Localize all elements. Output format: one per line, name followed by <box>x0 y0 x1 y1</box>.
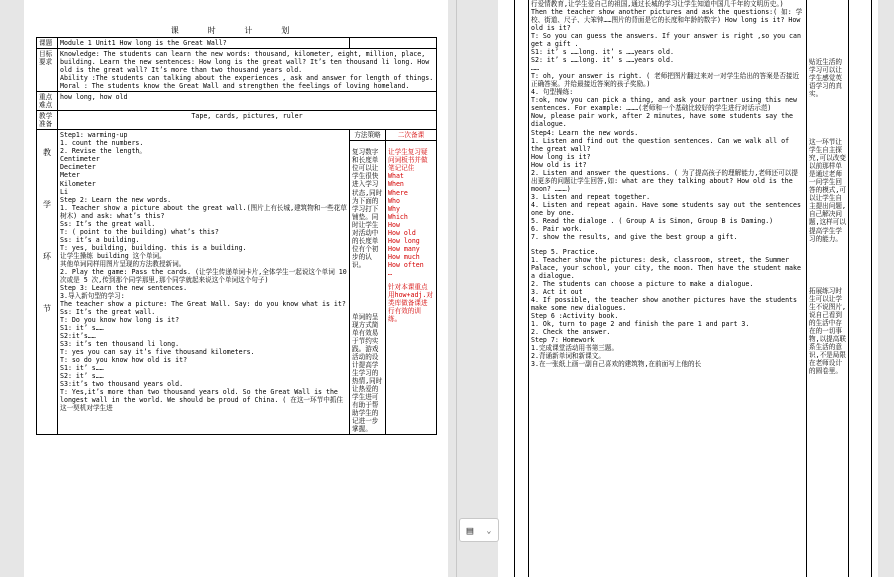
process-char-2: 学 <box>43 200 51 210</box>
continued-line: 1. Teacher show the pictures: desk, classroom, street, the Summer Palace, your school, your city, the moon. Then have the student make a dialogue. <box>531 255 801 281</box>
prep-value: Tape, cards, pictures, ruler <box>58 111 437 130</box>
step-line: Ss: It’s the great wall. <box>60 219 156 228</box>
step-line: Step 2: Learn the new words. <box>60 195 172 204</box>
step-line: T: so do you know how old is it? <box>60 356 188 365</box>
second-header: 二次备课 <box>386 130 437 141</box>
step-line: T: Yes,it’s more than two thousand years old. So the Great Wall is the longest wall in the world. We should be proud of China. ( 在这一环节中抓住这一契机对学生进 <box>60 388 343 413</box>
document-page-right <box>498 0 878 577</box>
step-line: T: Do you know how long is it? <box>60 316 180 325</box>
side-text-3: 拓展练习时生可以让学生不说图片,说自己看到的生活中存在的一切事物,以提高联系生活的意识,不是局限在老师设计的圆卷里。 <box>809 286 846 375</box>
steps-list <box>60 131 347 412</box>
step-line: 2. Revise the length。 <box>60 147 146 156</box>
step-line: Li <box>60 187 68 196</box>
lesson-plan-table-continued <box>514 0 872 577</box>
step-line: 让学生操练 building 这个单词。 <box>60 251 166 260</box>
prep-row <box>37 111 437 130</box>
second-list <box>388 148 434 323</box>
step-line: The teacher show a picture: The Great Wall. Say: do you know what is it? <box>60 299 346 308</box>
second-prep-line: Why <box>388 204 400 213</box>
continued-row <box>515 0 872 577</box>
aims-row <box>37 49 437 92</box>
continued-line: 6. Pair work. <box>531 224 583 233</box>
continued-line: T: oh, your answer is right. ( 老师把图片翻过来对一对学生给出的答案是否接近正确答案。并给最接近答案的孩子奖励。) <box>531 72 800 89</box>
continued-second-blank <box>849 0 872 577</box>
continued-line: Step4: Learn the new words. <box>531 128 639 137</box>
continued-line: Step 7: Homework <box>531 336 595 345</box>
step-line: S3: it’s ten thousand li long. <box>60 340 180 349</box>
step-line: Step 3: Learn the new sentences. <box>60 283 188 292</box>
process-char-1: 教 <box>43 148 51 158</box>
second-prep-line: 针对本课重点用how+adj.对类库做备课进行有效的训练。 <box>388 282 433 323</box>
second-prep-line: How much <box>388 252 420 261</box>
step-line: Step1: warming-up <box>60 131 128 140</box>
process-char-4: 节 <box>43 304 51 314</box>
continued-line: 4. If possible, the teacher show another pictures have the students make some new dialogues. <box>531 296 797 313</box>
continued-line: T: So you can guess the answers. If your answer is right ,so you can get a gift . <box>531 32 801 49</box>
continued-line: S1: it’ s ……long. it’ s ……years old. <box>531 48 674 57</box>
view-toggle-widget[interactable] <box>459 518 499 542</box>
second-prep-line: Who <box>388 196 400 205</box>
prep-label: 教学准备 <box>37 111 58 130</box>
second-prep-line: How many <box>388 244 420 253</box>
continued-line <box>531 241 804 248</box>
step-line: S2: it’ s…… <box>60 372 104 381</box>
continued-line: 1. Ok, turn to page 2 and finish the pare 1 and part 3. <box>531 320 750 329</box>
method-header: 方法策略 <box>350 130 386 141</box>
key-row <box>37 92 437 111</box>
key-value: how long, how old <box>58 92 437 111</box>
continued-line: 2.背诵新单词和新课文。 <box>531 352 605 361</box>
topic-value: Module 1 Unit1 How long is the Great Wall? <box>58 38 350 49</box>
side-text-2: 这一环节让学生自主探究,可以改变以前那样单是通过老师一问学生回答的模式,可以让学生自主提出问题,自己解决问题,这样可以提高学生学习的能力。 <box>809 138 846 243</box>
process-row <box>37 130 437 141</box>
topic-row <box>37 38 437 49</box>
second-prep-line: How <box>388 220 400 229</box>
continued-line: 1. Listen and find out the question sentences. Can we walk all of the great wall? <box>531 136 790 153</box>
continued-line: T:ok, now you can pick a thing, and ask your partner using this new sentences. For example: ………(老师和一个基础比较好的学生进行对话示范) <box>531 96 797 113</box>
second-prep-line: Which <box>388 212 408 221</box>
second-prep-line: What <box>388 172 404 181</box>
step-line: T: ( point to the building) what’s this? <box>60 227 219 236</box>
continued-line: 4. 句型操练: <box>531 88 574 97</box>
step-line: 3.导入新句型的学习: <box>60 291 125 300</box>
continued-line: 2. Check the answer. <box>531 328 611 337</box>
step-line: Meter <box>60 171 80 180</box>
process-label <box>37 130 58 435</box>
topic-label: 课题 <box>37 38 58 49</box>
continued-line: S2: it’ s ……long. it’ s ……years old. <box>531 56 674 65</box>
page-title: 课 时 计 划 <box>170 26 302 35</box>
continued-side-cell <box>807 0 849 577</box>
step-line: Ss: It’s the great wall. <box>60 308 156 316</box>
continued-line: 3. Act it out <box>531 288 583 297</box>
continued-line: Step 6 :Activity book. <box>531 312 619 321</box>
document-page-left <box>24 0 448 577</box>
step-line: S1: it’ s…… <box>60 324 104 333</box>
method-text-2: 单词的呈现方式简单有效易于节约实践。游戏活动的设计提高学生学习的热情,同时让热爱的学生进可有助于帮助学生的记进一步掌握。 <box>352 312 383 434</box>
continued-line: 2. Listen and answer the questions. ( 为了提高孩子的理解能力,老师还可以提出更多的问题让学生回答,如: what are they talking about? How old is the moon? ………) <box>531 168 798 193</box>
step-line: 其他单词同样用图片呈现的方法教授新词。 <box>60 259 186 268</box>
step-line: 1. Teacher show a picture about the great wall.(图片上有长城,建筑物和一些花草树木) and ask: what’s this? <box>60 203 347 220</box>
step-line: T: yes, building, building. this is a building. <box>60 243 247 252</box>
continued-label-blank <box>515 0 529 577</box>
second-prep-line: How long <box>388 236 420 245</box>
aims-value <box>58 49 437 92</box>
page-view-icon[interactable]: ▤ <box>466 523 474 537</box>
aims-label: 目标要求 <box>37 49 58 92</box>
aims-ability: Ability :The students can talking about the experiences , ask and answer for length of things. <box>60 74 434 83</box>
process-char-3: 环 <box>43 252 51 262</box>
continued-line: 行爱情教育,让学生爱自己的祖国,通过长城的学习让学生知道中国几千年的文明历史。) <box>531 0 784 8</box>
continued-line: 3. Listen and repeat together. <box>531 192 651 201</box>
continued-line: 5. Read the dialoge . ( Group A is Simon, Group B is Daming.) <box>531 216 774 225</box>
second-prep-line: How old <box>388 228 416 237</box>
side-text-1: 贴近生活的学习可以让学生感觉英语学习的真实。 <box>809 58 842 99</box>
aims-knowledge: Knowledge: The students can learn the new words: thousand, kilometer, eight, million, place, building. Learn the new sentences: How long is the great wall? It’s ten thousand li long. How old is the great wall? It’s more than two thousand years old. <box>60 50 430 75</box>
method-text-1: 复习数字和长度单位可以让学生很快进入学习状态,同时为下面的学习打下铺垫。同时让学生对活动中的长度单位有个初步的认识。 <box>352 148 383 269</box>
chevron-down-icon[interactable]: ⌄ <box>486 525 492 535</box>
continued-main-list <box>531 0 804 368</box>
continued-line: Now, please pair work, after 2 minutes, have some students say the dialogue. <box>531 112 794 129</box>
aims-moral: Moral : The students know the Great Wall and strengthen the feelings of loving homeland. <box>60 82 410 91</box>
continued-line: 7. show the results, and give the best group a gift. <box>531 232 738 241</box>
continued-line: 4. Listen and repeat again. Have some students say out the sentences one by one. <box>531 200 801 217</box>
step-line: S3:it’s two thousand years old. <box>60 380 184 389</box>
step-line: 2. Play the game: Pass the cards. (让学生传递单词卡片,全体学生一起说这个单词 10 次或是 5 次,传到那个同学那里,那个同学就起来说这个单词这个句子) <box>60 267 347 284</box>
step-line: Ss: it’s a building. <box>60 235 140 244</box>
continued-main-cell <box>529 0 807 577</box>
continued-line: 1.完成课堂活动用书第三题。 <box>531 344 619 353</box>
continued-line: Then the teacher show another pictures and ask the questions:( 如: 学校、街道、尺子、大笨钟……图片的背面是它的长度和年龄的数字) How long is it? How old is it? <box>531 8 803 33</box>
continued-line: Step 5. Practice. <box>531 247 599 256</box>
second-prep-line: Where <box>388 188 408 197</box>
key-label: 重点难点 <box>37 92 58 111</box>
step-line: S1: it’ s…… <box>60 364 104 373</box>
topic-blank <box>350 38 437 49</box>
continued-line: How long is it? <box>531 152 591 161</box>
second-prep-line: When <box>388 180 404 189</box>
continued-line: …… <box>531 64 539 73</box>
second-prep-line: … <box>388 268 392 277</box>
page-gap-divider <box>456 0 457 577</box>
lesson-plan-table <box>36 37 437 435</box>
second-prep-line: How often <box>388 260 424 269</box>
step-line: 1. count the numbers. <box>60 139 144 148</box>
continued-line: How old is it? <box>531 160 587 169</box>
step-line: Decimeter <box>60 163 96 172</box>
step-line: Kilometer <box>60 179 96 188</box>
step-line: T: yes you can say it’s five thousand kilometers. <box>60 348 255 357</box>
second-prep-line: 让学生复习疑问词板书并做笔记记住 <box>388 148 428 173</box>
steps-cell <box>58 130 350 435</box>
second-cell <box>386 141 437 435</box>
continued-line: 2. The students can choose a picture to make a dialogue. <box>531 280 754 289</box>
method-cell <box>350 141 386 435</box>
step-line: Centimeter <box>60 155 100 164</box>
continued-line: 3.在一张纸上画一副自己喜欢的建筑物,在前面写上他的长 <box>531 360 702 369</box>
step-line: S2:it’s…… <box>60 332 96 341</box>
